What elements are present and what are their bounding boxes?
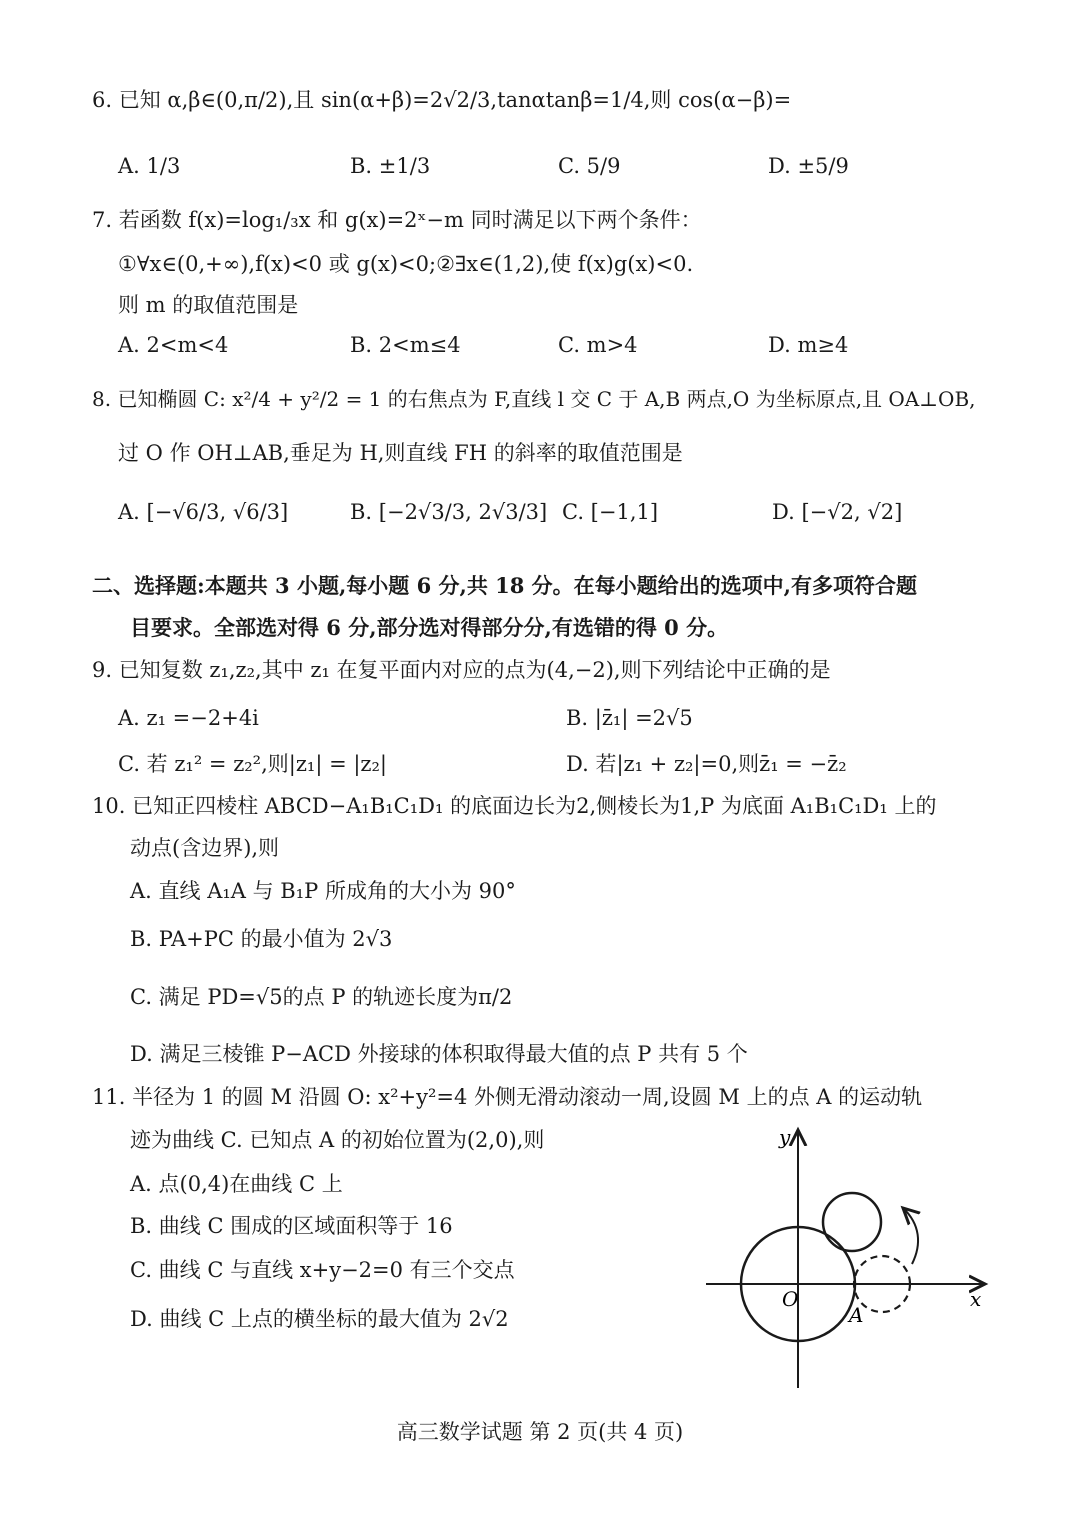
q8-option-c: C. [−1,1] bbox=[562, 500, 659, 524]
q6-option-b: B. ±1/3 bbox=[350, 154, 431, 178]
q11-option-c: C. 曲线 C 与直线 x+y−2=0 有三个交点 bbox=[130, 1258, 515, 1282]
y-axis-label: y bbox=[779, 1125, 791, 1149]
q11-option-d: D. 曲线 C 上点的横坐标的最大值为 2√2 bbox=[130, 1307, 509, 1331]
q9-option-a: A. z₁ =−2+4i bbox=[118, 706, 259, 730]
q8-stem-2: 过 O 作 OH⊥AB,垂足为 H,则直线 FH 的斜率的取值范围是 bbox=[118, 441, 683, 465]
page-footer: 高三数学试题 第 2 页(共 4 页) bbox=[396, 1420, 684, 1444]
x-axis-label: x bbox=[970, 1287, 982, 1311]
q8-option-b: B. [−2√3/3, 2√3/3] bbox=[350, 500, 548, 524]
q10-option-b: B. PA+PC 的最小值为 2√3 bbox=[130, 927, 393, 951]
section-2-heading: 二、选择题:本题共 3 小题,每小题 6 分,共 18 分。在每小题给出的选项中,有多项符合题 bbox=[92, 573, 917, 598]
q6-option-a: A. 1/3 bbox=[118, 154, 181, 178]
q11-option-a: A. 点(0,4)在曲线 C 上 bbox=[130, 1172, 343, 1196]
q7-stem: 7. 若函数 f(x)=log₁/₃x 和 g(x)=2ˣ−m 同时满足以下两个条件： bbox=[92, 208, 702, 232]
q7-option-d: D. m≥4 bbox=[768, 333, 849, 357]
q9-option-d: D. 若|z₁ + z₂|=0,则z̄₁ = −z̄₂ bbox=[566, 752, 847, 776]
q7-ask: 则 m 的取值范围是 bbox=[118, 293, 299, 317]
q10-stem-2: 动点(含边界),则 bbox=[130, 836, 280, 860]
rolling-arrow bbox=[903, 1208, 918, 1264]
q8-option-a: A. [−√6/3, √6/3] bbox=[118, 500, 289, 524]
q11-stem-2: 迹为曲线 C. 已知点 A 的初始位置为(2,0),则 bbox=[130, 1128, 545, 1152]
q7-option-a: A. 2<m<4 bbox=[118, 333, 229, 357]
q6-option-c: C. 5/9 bbox=[558, 154, 621, 178]
q11-stem: 11. 半径为 1 的圆 M 沿圆 O: x²+y²=4 外侧无滑动滚动一周,设圆 M 上的点 A 的运动轨 bbox=[92, 1085, 923, 1109]
q10-option-c: C. 满足 PD=√5的点 P 的轨迹长度为π/2 bbox=[130, 985, 513, 1009]
q11-option-b: B. 曲线 C 围成的区域面积等于 16 bbox=[130, 1214, 453, 1238]
q9-option-c: C. 若 z₁² = z₂²,则|z₁| = |z₂| bbox=[118, 752, 387, 776]
q8-stem: 8. 已知椭圆 C: x²/4 + y²/2 = 1 的右焦点为 F,直线 l 交 C 于 A,B 两点,O 为坐标原点,且 OA⊥OB, bbox=[92, 387, 976, 411]
q11-figure bbox=[700, 1120, 1000, 1395]
q10-stem: 10. 已知正四棱柱 ABCD−A₁B₁C₁D₁ 的底面边长为2,侧棱长为1,P 为底面 A₁B₁C₁D₁ 上的 bbox=[92, 794, 937, 818]
q10-option-a: A. 直线 A₁A 与 B₁P 所成角的大小为 90° bbox=[130, 879, 516, 903]
q6-option-d: D. ±5/9 bbox=[768, 154, 849, 178]
q7-option-b: B. 2<m≤4 bbox=[350, 333, 461, 357]
q7-conditions: ①∀x∈(0,+∞),f(x)<0 或 g(x)<0;②∃x∈(1,2),使 f(x)g(x)<0. bbox=[118, 252, 694, 276]
origin-label: O bbox=[782, 1287, 799, 1311]
q9-stem: 9. 已知复数 z₁,z₂,其中 z₁ 在复平面内对应的点为(4,−2),则下列结论中正确的是 bbox=[92, 658, 831, 682]
q10-option-d: D. 满足三棱锥 P−ACD 外接球的体积取得最大值的点 P 共有 5 个 bbox=[130, 1042, 748, 1066]
point-a-label: A bbox=[849, 1303, 864, 1327]
q8-option-d: D. [−√2, √2] bbox=[772, 500, 903, 524]
q9-option-b: B. |z̄₁| =2√5 bbox=[566, 706, 693, 730]
q6-stem: 6. 已知 α,β∈(0,π/2),且 sin(α+β)=2√2/3,tanαtanβ=1/4,则 cos(α−β)= bbox=[92, 88, 792, 112]
q7-option-c: C. m>4 bbox=[558, 333, 638, 357]
section-2-heading-2: 目要求。全部选对得 6 分,部分选对得部分分,有选错的得 0 分。 bbox=[130, 615, 729, 640]
circle-m bbox=[823, 1193, 881, 1251]
